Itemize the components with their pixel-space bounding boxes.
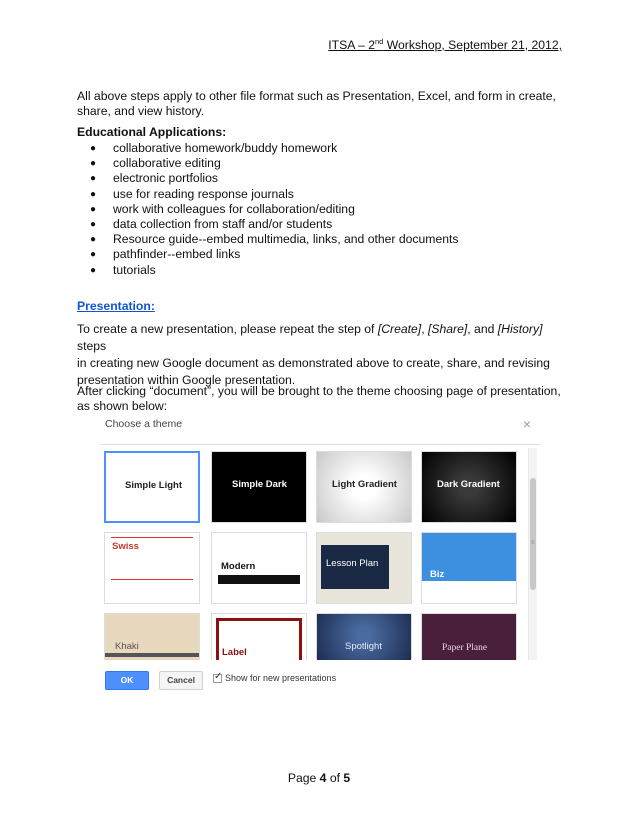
grip-icon: ≡ bbox=[531, 540, 535, 546]
theme-paper-plane[interactable]: Paper Plane bbox=[421, 613, 517, 660]
edu-heading: Educational Applications: bbox=[77, 125, 227, 139]
list-item: ● Resource guide--embed multimedia, links, and other documents bbox=[90, 232, 459, 247]
checkmark-icon: ✓ bbox=[214, 671, 223, 682]
scrollbar-thumb[interactable] bbox=[530, 478, 536, 590]
theme-grid bbox=[103, 448, 528, 660]
theme-biz[interactable]: Biz bbox=[421, 532, 517, 604]
theme-label[interactable]: Label bbox=[211, 613, 307, 660]
close-icon[interactable]: × bbox=[522, 416, 531, 432]
theme-spotlight[interactable]: Spotlight bbox=[316, 613, 412, 660]
theme-simple-dark[interactable]: Simple Dark bbox=[211, 451, 307, 523]
list-item: ● collaborative homework/buddy homework bbox=[90, 141, 459, 156]
choose-theme-dialog bbox=[100, 410, 541, 700]
list-item: ● data collection from staff and/or students bbox=[90, 217, 459, 232]
list-item: ● work with colleagues for collaboration/editing bbox=[90, 202, 459, 217]
checkbox-label: Show for new presentations bbox=[225, 673, 337, 683]
theme-simple-light[interactable]: Simple Light bbox=[104, 451, 200, 523]
dialog-title: Choose a theme bbox=[105, 418, 183, 430]
list-item: ● tutorials bbox=[90, 263, 459, 278]
page-header: ITSA – 2nd Workshop, September 21, 2012, bbox=[328, 36, 562, 52]
ok-button[interactable]: OK bbox=[105, 671, 149, 690]
theme-khaki[interactable]: Khaki bbox=[104, 613, 200, 660]
theme-scrollbar[interactable] bbox=[528, 448, 537, 660]
theme-intro-paragraph: After clicking “document”, you will be brought to the theme choosing page of presentation, as shown below: bbox=[77, 384, 561, 413]
theme-modern[interactable]: Modern bbox=[211, 532, 307, 604]
list-item: ● collaborative editing bbox=[90, 156, 459, 171]
presentation-heading: Presentation: bbox=[77, 299, 155, 313]
theme-swiss[interactable]: Swiss bbox=[104, 532, 200, 604]
theme-dark-gradient[interactable]: Dark Gradient bbox=[421, 451, 517, 523]
theme-lesson-plan[interactable]: Lesson Plan bbox=[316, 532, 412, 604]
intro-paragraph: All above steps apply to other file format such as Presentation, Excel, and form in create, share, and view history. bbox=[77, 89, 556, 118]
page-footer: Page 4 of 5 bbox=[287, 771, 351, 785]
list-item: ● use for reading response journals bbox=[90, 187, 459, 202]
show-for-new-checkbox[interactable] bbox=[213, 671, 223, 683]
list-item: ● pathfinder--embed links bbox=[90, 247, 459, 262]
theme-light-gradient[interactable]: Light Gradient bbox=[316, 451, 412, 523]
dialog-divider bbox=[100, 444, 541, 445]
edu-list bbox=[90, 141, 459, 278]
list-item: ● electronic portfolios bbox=[90, 171, 459, 186]
cancel-button[interactable]: Cancel bbox=[159, 671, 203, 690]
presentation-paragraph: To create a new presentation, please repeat the step of [Create], [Share], and [History] steps in creating new Google document as demonstrated above to create, share, and revising presentation within Google presentation. bbox=[77, 322, 550, 387]
